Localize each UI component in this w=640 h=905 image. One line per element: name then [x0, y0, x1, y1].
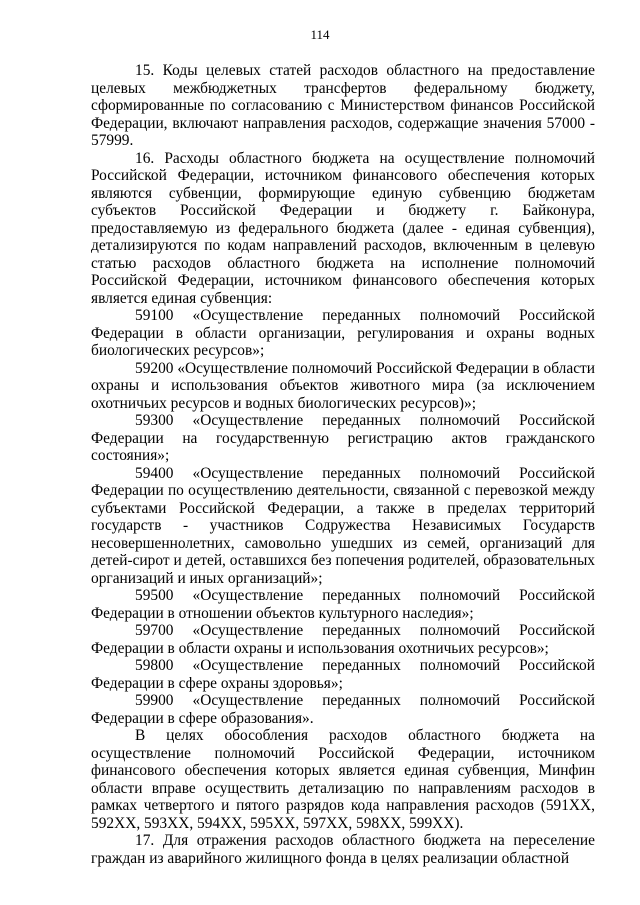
paragraph-code-59300: 59300 «Осуществление переданных полномочий Российской Федерации на государственную регистрацию актов гражданского состояния»;	[91, 412, 595, 464]
paragraph-code-59100: 59100 «Осуществление переданных полномочий Российской Федерации в области организации, регулирования и охраны водных биологических ресурсов»;	[91, 307, 595, 359]
page-number: 114	[310, 27, 330, 42]
document-body	[91, 62, 595, 867]
paragraph-code-59400: 59400 «Осуществление переданных полномочий Российской Федерации по осуществлению деятельности, связанной с перевозкой между субъектами Российской Федерации, а также в пределах территорий государств - участников Содружества Независимых Государств несовершеннолетних, самовольно ушедших из семей, организаций для детей-сирот и детей, оставшихся без попечения родителей, образовательных организаций и иных организаций»;	[91, 464, 595, 587]
paragraph-item-16-unified-subvention: 16. Расходы областного бюджета на осуществление полномочий Российской Федерации, источником финансового обеспечения которых являются субвенции, формирующие единую субвенцию бюджетам субъектов Российской Федерации и бюджету г. Байконура, предоставляемую из федерального бюджета (далее - единая субвенция), детализируются по кодам направлений расходов, включенным в целевую статью расходов областного бюджета на исполнение полномочий Российской Федерации, источником финансового обеспечения которых является единая субвенция:	[91, 149, 595, 307]
paragraph-code-59500: 59500 «Осуществление переданных полномочий Российской Федерации в отношении объектов культурного наследия»;	[91, 587, 595, 622]
paragraph-code-59900: 59900 «Осуществление переданных полномочий Российской Федерации в сфере образования».	[91, 692, 595, 727]
paragraph-code-59800: 59800 «Осуществление переданных полномочий Российской Федерации в сфере охраны здоровья»;	[91, 657, 595, 692]
paragraph-code-59700: 59700 «Осуществление переданных полномочий Российской Федерации в области охраны и использования охотничьих ресурсов»;	[91, 622, 595, 657]
paragraph-code-59200: 59200 «Осуществление полномочий Российской Федерации в области охраны и использования объектов животного мира (за исключением охотничьих ресурсов и водных биологических ресурсов)»;	[91, 359, 595, 412]
paragraph-item-17-resettlement: 17. Для отражения расходов областного бюджета на переселение граждан из аварийного жилищного фонда в целях реализации областной	[91, 832, 595, 867]
paragraph-item-15-transfer-codes: 15. Коды целевых статей расходов областного на предоставление целевых межбюджетных трансфертов федеральному бюджету, сформированные по согласованию с Министерством финансов Российской Федерации, включают направления расходов, содержащие значения 57000 - 57999.	[91, 62, 595, 149]
paragraph-detailing-note: В целях обособления расходов областного бюджета на осуществление полномочий Российской Федерации, источником финансового обеспечения которых является единая субвенция, Минфин области вправе осуществить детализацию по направлениям расходов в рамках четвертого и пятого разрядов кода направления расходов (591ХХ, 592ХХ, 593ХХ, 594ХХ, 595ХХ, 597ХХ, 598ХХ, 599ХХ).	[91, 727, 595, 832]
